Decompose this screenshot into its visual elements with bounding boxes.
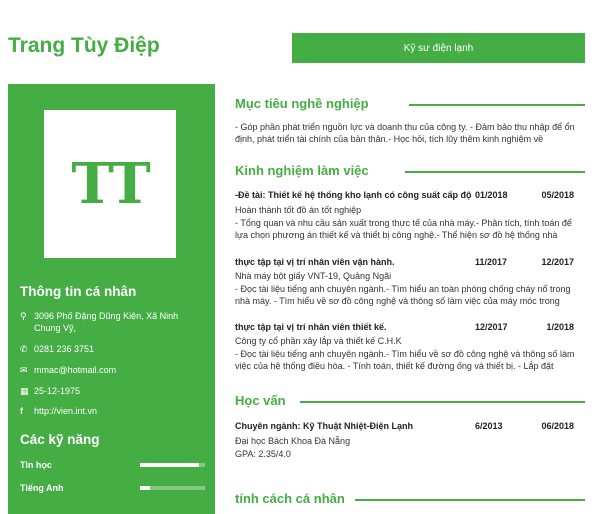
birthday-row	[20, 385, 204, 397]
personality-section-header	[235, 491, 585, 509]
skills-title: Các kỹ năng	[20, 432, 100, 447]
section-rule	[405, 171, 585, 173]
experience-row	[235, 190, 580, 202]
objective-text: - Góp phần phát triển nguồn lực và doanh thu của công ty. - Đảm bảo thu nhập để ổn định, phát triển tài chính của bản thân.- Học hỏi, tích lũy thêm kinh nghiệm về	[235, 122, 575, 144]
address-row	[20, 310, 204, 334]
section-title: Học vấn	[235, 393, 286, 408]
education-end: 06/2018	[541, 421, 574, 431]
section-rule	[300, 401, 585, 403]
experience-end: 1/2018	[546, 322, 574, 332]
experience-desc: - Tổng quan và nhu cầu sản xuất trong thực tế của nhà máy.- Phân tích, tính toán để lựa chọn phương án thiết kế và thiết bị công nghệ.- Thể hiện sơ đồ hệ thống nhà	[235, 218, 572, 240]
avatar	[44, 110, 176, 258]
section-rule	[409, 104, 585, 106]
sidebar	[8, 84, 215, 514]
experience-end: 12/2017	[541, 257, 574, 267]
experience-title: -Đề tài: Thiết kế hệ thống kho lạnh có công suất cấp độ	[235, 190, 472, 200]
experience-row	[235, 322, 580, 334]
education-section-header	[235, 393, 585, 411]
experience-start: 12/2017	[475, 322, 508, 332]
experience-title: thực tập tại vị trí nhân viên thiết kế.	[235, 322, 387, 332]
skill-name: Tiếng Anh	[20, 483, 64, 493]
experience-start: 11/2017	[475, 257, 508, 267]
website-row	[20, 405, 204, 417]
phone-text: 0281 236 3751	[34, 344, 95, 354]
education-row	[235, 421, 580, 433]
experience-org: Nhà máy bột giấy VNT-19, Quảng Ngãi	[235, 271, 392, 281]
experience-desc: - Đọc tài liệu tiếng anh chuyên ngành.- Tìm hiểu về sơ đồ công nghệ và thông số làm việc của hệ thống điều hòa. - Tính toán, thiết kế đường ống và thiết bị. - Lắp đặt	[235, 349, 575, 371]
birthday-text: 25-12-1975	[34, 386, 81, 396]
experience-title: thực tập tại vị trí nhân viên vận hành.	[235, 257, 395, 267]
experience-row	[235, 257, 580, 269]
calendar-icon: ▦	[20, 386, 29, 396]
phone-icon: ✆	[20, 344, 28, 354]
experience-end: 05/2018	[541, 190, 574, 200]
education-start: 6/2013	[475, 421, 503, 431]
facebook-icon: f	[20, 406, 23, 416]
experience-desc: - Đọc tài liệu tiếng anh chuyên ngành.- Tìm hiểu an toàn phòng chống cháy nổ trong nhà máy. - Tìm hiểu về sơ đồ công nghệ và thông số làm việc của máy móc trong	[235, 284, 571, 306]
email-text: mmac@hotmail.com	[34, 365, 117, 375]
job-title: Kỹ sư điện lạnh	[403, 42, 474, 54]
experience-section-header	[235, 163, 585, 181]
avatar-initials: TT	[71, 151, 149, 217]
personal-info-title: Thông tin cá nhân	[20, 284, 137, 299]
skill-name: Tin học	[20, 460, 52, 470]
address-text: 3096 Phố Đặng Dũng Kiện, Xã Ninh Chung Vỹ,	[34, 311, 179, 333]
job-title-bar	[292, 33, 585, 63]
email-row	[20, 364, 204, 376]
section-title: tính cách cá nhân	[235, 491, 345, 506]
education-major: Chuyên ngành: Kỹ Thuật Nhiệt-Điện Lạnh	[235, 421, 413, 431]
candidate-name: Trang Tùy Điệp	[8, 34, 160, 57]
education-gpa: GPA: 2.35/4.0	[235, 449, 291, 459]
section-title: Mục tiêu nghề nghiệp	[235, 96, 369, 111]
skill-bar	[140, 463, 205, 467]
location-pin-icon: ⚲	[20, 311, 27, 321]
phone-row	[20, 343, 204, 355]
skill-bar	[140, 486, 205, 490]
skill-bar-fill	[140, 463, 199, 467]
website-text: http://vien.int.vn	[34, 406, 98, 416]
education-school: Đại học Bách Khoa Đà Nẵng	[235, 436, 351, 446]
skill-item	[20, 460, 210, 470]
experience-org: Hoàn thành tốt đồ án tốt nghiệp	[235, 205, 362, 215]
experience-start: 01/2018	[475, 190, 508, 200]
experience-org: Công ty cổ phần xây lắp và thiết kế C.H.K	[235, 336, 402, 346]
skill-bar-fill	[140, 486, 150, 490]
email-icon: ✉	[20, 365, 28, 375]
objective-section-header	[235, 96, 585, 114]
skill-item	[20, 483, 210, 493]
section-title: Kinh nghiệm làm việc	[235, 163, 369, 178]
